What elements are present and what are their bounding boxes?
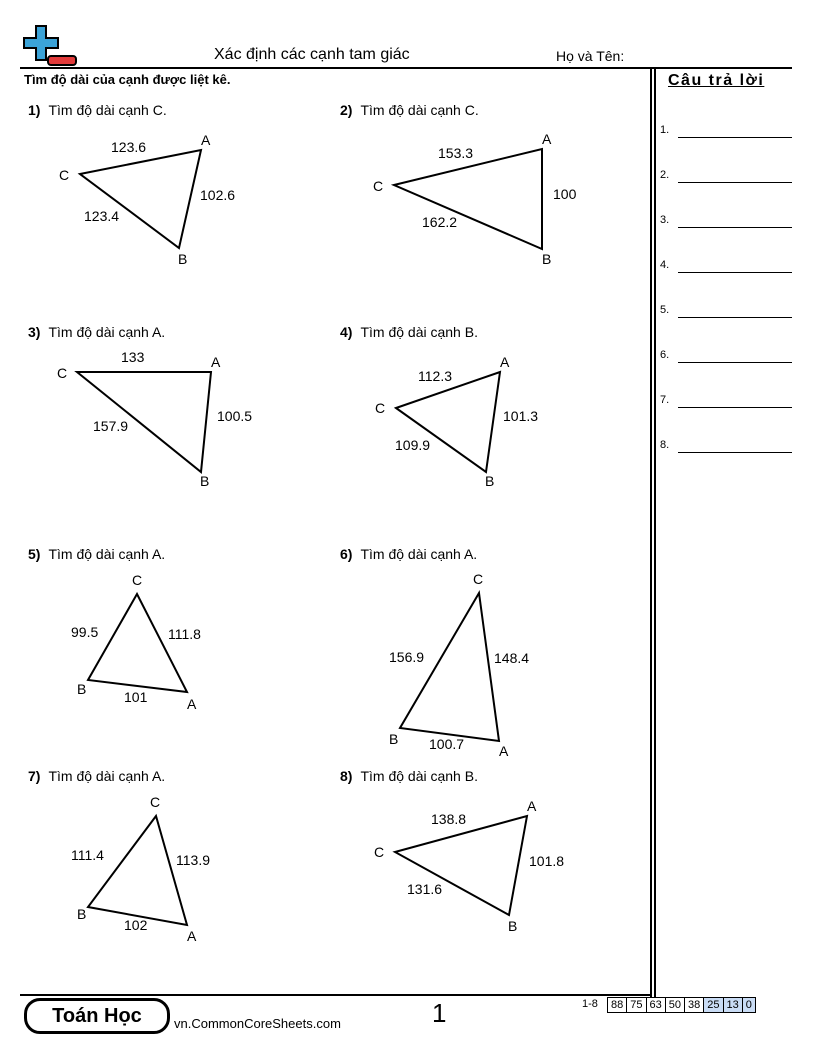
brand-badge: Toán Học bbox=[24, 998, 170, 1034]
instructions: Tìm độ dài của cạnh được liệt kê. bbox=[24, 72, 231, 87]
answer-line-7[interactable]: 7. bbox=[660, 394, 792, 408]
side-length: 99.5 bbox=[71, 624, 99, 640]
problem-2-prompt: 2) Tìm độ dài cạnh C. bbox=[340, 102, 479, 118]
answer-line-2[interactable]: 2. bbox=[660, 169, 792, 183]
vertex-label: C bbox=[132, 572, 143, 588]
vertex-label: A bbox=[211, 354, 221, 370]
triangle-7 bbox=[88, 816, 187, 925]
side-length: 100.7 bbox=[429, 736, 465, 752]
side-length: 100 bbox=[553, 186, 577, 202]
problem-1-prompt: 1) Tìm độ dài cạnh C. bbox=[28, 102, 167, 118]
problem-4-prompt: 4) Tìm độ dài cạnh B. bbox=[340, 324, 478, 340]
answer-line-1[interactable]: 1. bbox=[660, 124, 792, 138]
side-length: 102.6 bbox=[200, 187, 236, 203]
vertex-label: C bbox=[374, 844, 385, 860]
site-url[interactable]: vn.CommonCoreSheets.com bbox=[174, 1016, 341, 1031]
side-length: 100.5 bbox=[217, 408, 253, 424]
vertex-label: C bbox=[373, 178, 384, 194]
side-length: 156.9 bbox=[389, 649, 425, 665]
side-length: 123.6 bbox=[111, 139, 147, 155]
vertex-label: A bbox=[542, 131, 552, 147]
score-cell: 25 bbox=[703, 997, 723, 1013]
vertex-label: B bbox=[77, 681, 87, 697]
side-length: 111.8 bbox=[168, 626, 201, 642]
answer-line-6[interactable]: 6. bbox=[660, 349, 792, 363]
score-cell: 75 bbox=[626, 997, 646, 1013]
side-length: 111.4 bbox=[71, 847, 104, 863]
triangle-8 bbox=[395, 816, 527, 915]
problem-range: 1-8 bbox=[582, 998, 598, 1010]
page-number: 1 bbox=[432, 998, 447, 1028]
answer-title: Câu trả lời bbox=[668, 72, 765, 89]
side-length: 101.3 bbox=[503, 408, 539, 424]
vertex-label: C bbox=[473, 571, 484, 587]
side-length: 131.6 bbox=[407, 881, 443, 897]
vertex-label: B bbox=[508, 918, 518, 934]
vertex-label: C bbox=[57, 365, 68, 381]
vertex-label: C bbox=[375, 400, 386, 416]
side-length: 101 bbox=[124, 689, 148, 705]
answer-line-5[interactable]: 5. bbox=[660, 304, 792, 318]
vertex-label: A bbox=[187, 928, 197, 944]
vertex-label: B bbox=[389, 731, 399, 747]
side-length: 157.9 bbox=[93, 418, 129, 434]
side-length: 101.8 bbox=[529, 853, 565, 869]
problem-7-prompt: 7) Tìm độ dài cạnh A. bbox=[28, 768, 166, 784]
score-cell: 88 bbox=[607, 997, 627, 1013]
answer-line-3[interactable]: 3. bbox=[660, 214, 792, 228]
problem-6-prompt: 6) Tìm độ dài cạnh A. bbox=[340, 546, 478, 562]
side-length: 102 bbox=[124, 917, 148, 933]
vertex-label: A bbox=[500, 354, 510, 370]
triangle-6 bbox=[400, 593, 499, 741]
vertex-label: C bbox=[150, 794, 161, 810]
score-cell: 38 bbox=[684, 997, 704, 1013]
vertex-label: B bbox=[200, 473, 210, 489]
answer-line-8[interactable]: 8. bbox=[660, 439, 792, 453]
side-length: 123.4 bbox=[84, 208, 120, 224]
score-cell: 63 bbox=[646, 997, 666, 1013]
score-table bbox=[608, 997, 756, 1013]
name-label: Họ và Tên: bbox=[556, 48, 625, 64]
score-cell: 50 bbox=[665, 997, 685, 1013]
page-title: Xác định các cạnh tam giác bbox=[214, 46, 410, 63]
score-cell: 0 bbox=[742, 997, 756, 1013]
side-length: 162.2 bbox=[422, 214, 458, 230]
vertex-label: A bbox=[201, 132, 211, 148]
side-length: 109.9 bbox=[395, 437, 431, 453]
side-length: 133 bbox=[121, 349, 145, 365]
triangle-2 bbox=[394, 149, 542, 249]
vertex-label: A bbox=[187, 696, 197, 712]
problem-5-prompt: 5) Tìm độ dài cạnh A. bbox=[28, 546, 166, 562]
vertex-label: B bbox=[178, 251, 188, 267]
triangle-1 bbox=[80, 150, 201, 248]
side-length: 113.9 bbox=[176, 852, 210, 868]
answer-line-4[interactable]: 4. bbox=[660, 259, 792, 273]
vertex-label: A bbox=[499, 743, 509, 759]
side-length: 153.3 bbox=[438, 145, 474, 161]
score-cell: 13 bbox=[723, 997, 743, 1013]
side-length: 112.3 bbox=[418, 368, 452, 384]
vertex-label: B bbox=[77, 906, 87, 922]
side-length: 138.8 bbox=[431, 811, 467, 827]
problem-3-prompt: 3) Tìm độ dài cạnh A. bbox=[28, 324, 166, 340]
vertex-label: B bbox=[542, 251, 552, 267]
vertex-label: A bbox=[527, 798, 537, 814]
problem-8-prompt: 8) Tìm độ dài cạnh B. bbox=[340, 768, 478, 784]
side-length: 148.4 bbox=[494, 650, 530, 666]
triangle-4 bbox=[396, 372, 500, 472]
vertex-label: C bbox=[59, 167, 70, 183]
vertex-label: B bbox=[485, 473, 495, 489]
triangle-5 bbox=[88, 594, 187, 692]
